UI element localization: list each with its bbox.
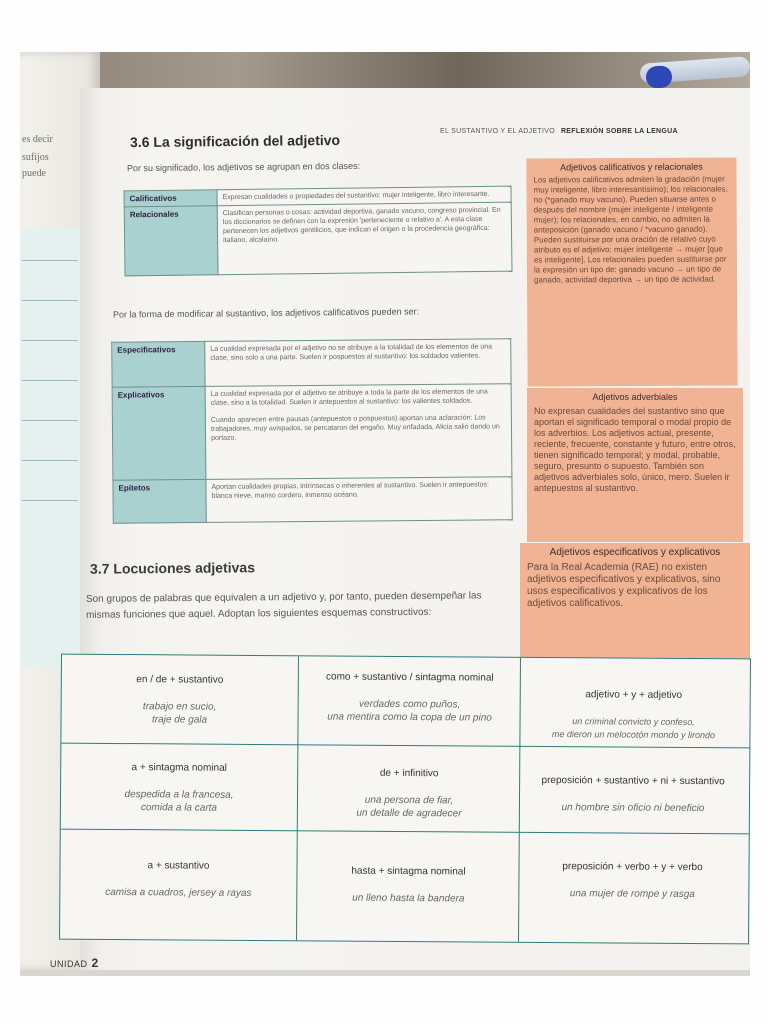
section-3-7-paragraph: Son grupos de palabras que equivalen a un adjetivo y, por tanto, pueden desempeñar las mismas funciones que aquel. Adoptan los siguientes esquemas constructivos: [85, 590, 482, 621]
example-line: verdades como puños, [359, 698, 461, 711]
left-page-teal-strip [20, 228, 80, 668]
example-line: comida a la carta [140, 802, 218, 814]
page-footer [50, 956, 99, 970]
row-text: Aportan cualidades propias, intrínsecas o inherentes al sustantivo. Suelen ir antepuestos: blanca nieve, manso cordero, inmenso océano. [206, 477, 512, 523]
sidebar-box-adverbiales [527, 388, 743, 542]
example-line: un detalle de agradecer [356, 807, 462, 820]
left-page-rule [22, 380, 78, 381]
row-text-note: Cuando aparecen entre pausas (antepuestos o pospuestos) aportan una aclaración: Los trabajadores, muy avispados, se percataron del engaño. Muy enfadada, Alicia salió dando un portazo. [210, 414, 500, 442]
grid-cell [300, 670, 520, 725]
cell-scheme: a + sintagma nominal [131, 762, 227, 774]
row-label: Epítetos [113, 479, 206, 523]
sidebar-box-body: No expresan cualidades del sustantivo sino que aportan el significado temporal o modal propio de los adverbios. Los adjetivos actual, presente, reciente, frecuente, constante y futuro, entre otros, tienen significado temporal; y modal, probable, seguro, presunto o supuesto. También son adjetivos adverbiales solo, único, mero. Suelen ir antepuestos al sustantivo. [534, 406, 736, 493]
sidebar-box-especificativos [520, 543, 750, 659]
grid-divider [61, 829, 749, 835]
sidebar-box-title: Adjetivos especificativos y explicativos [549, 547, 721, 558]
example-line: despedida a la francesa, [124, 789, 234, 801]
table-row [112, 339, 511, 387]
row-label: Relacionales [124, 206, 218, 276]
grid-cell [523, 774, 743, 816]
row-text: La cualidad expresada por el adjetivo se atribuye a toda la parte de los elementos de una clase, sino a la totalidad. Suelen ir antepuestos al sustantivo: los valientes soldados. [210, 388, 488, 407]
calificativos-table [111, 338, 513, 523]
unit-number: 2 [91, 956, 99, 970]
table-row [113, 477, 512, 523]
cell-example [300, 697, 520, 725]
example-line: traje de gala [151, 714, 208, 726]
grid-cell [298, 864, 518, 906]
cell-example [522, 887, 742, 902]
left-page-rule [22, 260, 78, 261]
cell-scheme: hasta + sintagma nominal [351, 865, 466, 878]
cell-example [523, 715, 743, 743]
grid-cell [523, 688, 743, 743]
left-page-rule [22, 500, 78, 501]
grid-cell [68, 859, 288, 901]
unit-label: UNIDAD [50, 959, 88, 969]
example-line: una mujer de rompe y rasga [569, 888, 695, 901]
left-page-word: sufijos [22, 152, 49, 163]
example-line: trabajo en sucio, [142, 701, 217, 713]
left-page-rule [22, 460, 78, 461]
left-page-word: es decir [22, 134, 53, 145]
example-line: me dieron un melocotón mondo y lirondo [551, 729, 716, 741]
sidebar-box-title: Adjetivos calificativos y relacionales [560, 161, 703, 173]
left-page-word: puede [22, 168, 46, 179]
running-header [440, 128, 678, 135]
grid-cell [70, 673, 290, 728]
example-line: camisa a cuadros, jersey a rayas [105, 886, 252, 899]
left-page-rule [22, 420, 78, 421]
example-line: un lleno hasta la bandera [352, 892, 465, 905]
sidebar-box-body: Para la Real Academia (RAE) no existen adjetivos especificativos y explicativos, sino usos especificativos y explicativos de los adjetivos calificativos. [527, 562, 721, 609]
example-line: un criminal convicto y confeso, [572, 716, 695, 728]
row-text: Clasifican personas o cosas: actividad deportiva, ganado vacuno, congreso provincial. En los diccionarios se definen con la expresión 'perteneciente o relativo a'. A esta clase pertenecen los adjetivos gentilicios, que indican el origen o la procedencia geográfica: italiano, alcalaíno. [217, 202, 512, 275]
cell-scheme: como + sustantivo / sintagma nominal [326, 671, 494, 684]
section-3-6-intro: Por su significado, los adjetivos se agrupan en dos clases: [126, 160, 361, 174]
cell-example [68, 886, 288, 901]
cell-scheme: preposición + sustantivo + ni + sustantivo [541, 774, 725, 788]
cell-example [299, 793, 519, 821]
cell-scheme: en / de + sustantivo [136, 674, 224, 686]
table-row [112, 384, 512, 480]
grid-cell [522, 860, 742, 902]
row-text: La cualidad expresada por el adjetivo no se atribuye a la totalidad de los elementos de una clase, sino solo a una parte. Suelen ir pospuestos al sustantivo: los soldados valientes. [205, 339, 511, 387]
page-bottom-edge [20, 970, 750, 976]
running-header-chapter: EL SUSTANTIVO Y EL ADJETIVO [440, 128, 555, 135]
cell-scheme: preposición + verbo + y + verbo [562, 861, 703, 874]
row-label: Especificativos [112, 341, 205, 387]
row-text-group [205, 384, 512, 480]
example-line: un hombre sin oficio ni beneficio [561, 802, 705, 815]
locuciones-grid [59, 654, 751, 945]
cell-example [70, 700, 290, 728]
cell-example [523, 801, 743, 816]
cell-scheme: a + sustantivo [147, 860, 210, 872]
example-line: una mentira como la copa de un pino [327, 711, 492, 724]
classification-table [123, 186, 512, 277]
left-page-rule [22, 300, 78, 301]
grid-cell [69, 761, 289, 816]
sidebar-box-calificativos [526, 157, 737, 386]
cell-example [69, 788, 289, 816]
row-text: Expresan cualidades o propiedades del sustantivo: mujer inteligente, libro interesante. [217, 186, 511, 206]
grid-cell [299, 766, 519, 821]
sidebar-box-title: Adjetivos adverbiales [592, 392, 678, 402]
section-3-7-title: 3.7 Locuciones adjetivas [89, 559, 256, 577]
row-label: Calificativos [124, 190, 217, 207]
row-label: Explicativos [112, 386, 206, 480]
cell-scheme: de + infinitivo [379, 767, 439, 780]
running-header-section: REFLEXIÓN SOBRE LA LENGUA [560, 128, 678, 135]
grid-divider [61, 743, 749, 749]
cell-example [298, 891, 518, 906]
example-line: una persona de fiar, [364, 794, 454, 807]
left-page-rule [22, 340, 78, 341]
cell-scheme: adjetivo + y + adjetivo [585, 689, 683, 701]
sidebar-box-body: Los adjetivos calificativos admiten la gradación (mujer muy inteligente, libro interesantísimo); los relacionales, no (*ganado muy vacuno). Pueden situarse antes o después del nombre (mujer inteligente / inteligente mujer); los relacionales, en cambio, no admiten la anteposición (ganado vacuno / *vacuno ganado). Pueden sustituirse por una oración de relativo cuyo atributo es el adjetivo: mujer inteligente → mujer [que es inteligente]. Los relacionales pueden sustituirse por la expresión un tipo de: ganado vacuno → un tipo de ganado, actividad deportiva → un tipo de actividad. [533, 174, 728, 285]
table-row [124, 202, 512, 276]
calificativos-intro: Por la forma de modificar al sustantivo, los adjetivos calificativos pueden ser: [112, 306, 420, 320]
section-3-6-title: 3.6 La significación del adjetivo [129, 131, 341, 151]
